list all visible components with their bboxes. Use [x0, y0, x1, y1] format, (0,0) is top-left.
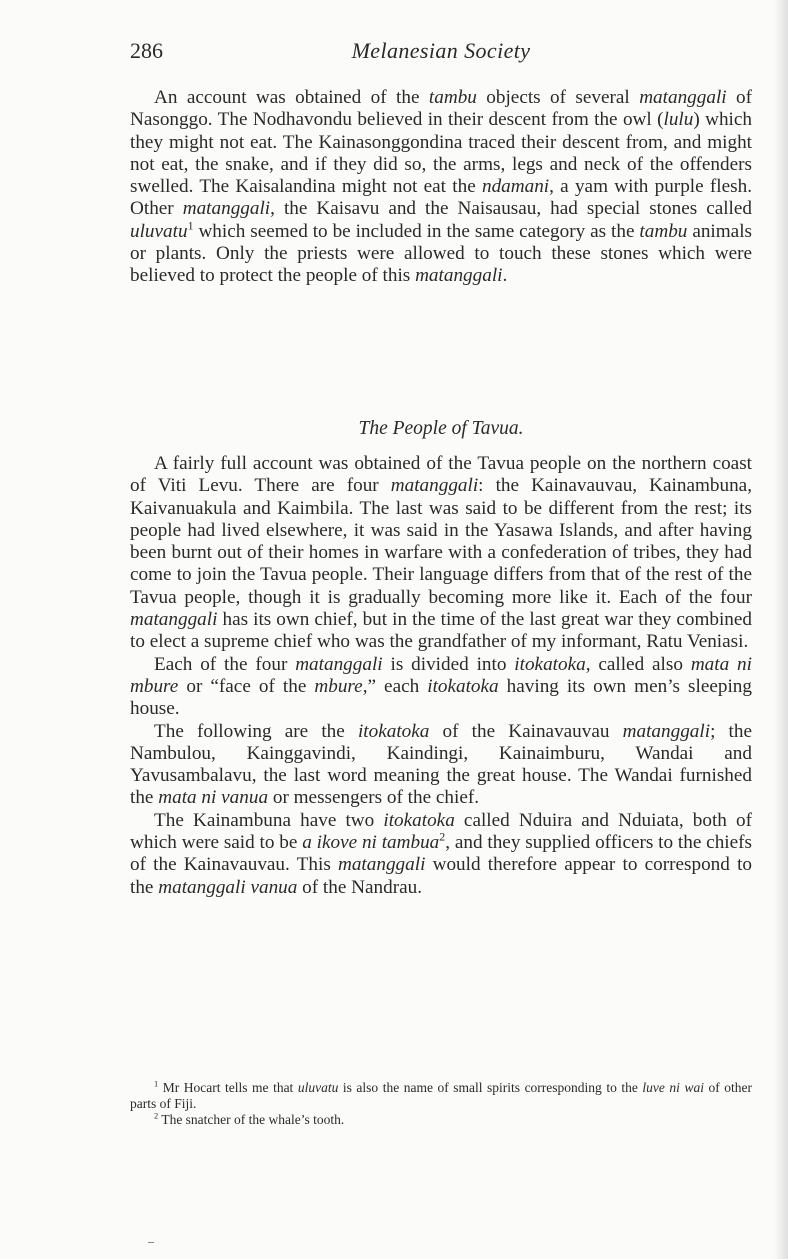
paragraph-text: A fairly full account was obtained of the Tavua people on the northern coast of Viti Levu. There are four matanggali: the Kainavauvau, Kainambuna, Kaivanuakula and Kaimbila. The last was said to be different from the rest; its people had lived elsewhere, it was said in the Yasawa Islands, and after having been burnt out of their homes in warfare with a confederation of tribes, they had come to join the Tavua people. Their language differs from that of the rest of the Tavua people, though it is gradually becoming more like it. Each of the four matanggali has its own chief, but in the time of the last great war they combined to elect a supreme chief who was the grandfather of my informant, Ratu Veniasi.	[130, 453, 752, 653]
running-title: Melanesian Society	[351, 38, 531, 63]
footnote-ref-1[interactable]: 1	[187, 218, 194, 233]
page-number: 286	[130, 38, 163, 63]
footnotes	[130, 1080, 752, 1128]
scan-mark	[148, 1242, 154, 1243]
paragraph-text: Each of the four matanggali is divided into itokatoka, called also mata ni mbure or “face of the mbure,” each itokatoka having its own men’s sleeping house.	[130, 653, 752, 720]
paragraph-text: The following are the itokatoka of the Kainavauvau matanggali; the Nambulou, Kainggavindi, Kaindingi, Kainaimburu, Wandai and Yavusambalavu, the last word meaning the great house. The Wandai furnished the mata ni vanua or messengers of the chief.	[130, 720, 752, 809]
page-edge-shadow	[774, 0, 788, 1259]
running-head	[130, 38, 752, 68]
paragraph-text: The Kainambuna have two itokatoka called Nduira and Nduiata, both of which were said to be a ikove ni tambua$^2$, and they supplied officers to the chiefs of the Kainavauvau. This matanggali would therefore appear to correspond to the matanggali vanua of the Nandrau.	[130, 809, 752, 898]
paragraph-tavua	[130, 453, 752, 899]
footnote-ref-2[interactable]: 2	[439, 829, 446, 844]
footnote-1: $^1$ Mr Hocart tells me that uluvatu is also the name of small spirits corresponding to the luve ni wai of other parts of Fiji.	[130, 1079, 752, 1111]
footnote-2: $^2$ The snatcher of the whale’s tooth.	[154, 1111, 345, 1127]
paragraph-nasonggo	[130, 87, 752, 288]
paragraph-text: An account was obtained of the tambu objects of several matanggali of Nasonggo. The Nodhavondu believed in their descent from the owl (lulu) which they might not eat. The Kainasonggondina traced their descent from, and might not eat, the snake, and if they did so, the arms, legs and neck of the offenders swelled. The Kaisalandina might not eat the ndamani, a yam with purple flesh. Other matanggali, the Kaisavu and the Naisausau, had special stones called uluvatu$^1$ which seemed to be included in the same category as the tambu animals or plants. Only the priests were allowed to touch these stones which were believed to protect the people of this matanggali.	[130, 87, 753, 287]
section-heading: The People of Tavua.	[358, 418, 524, 439]
